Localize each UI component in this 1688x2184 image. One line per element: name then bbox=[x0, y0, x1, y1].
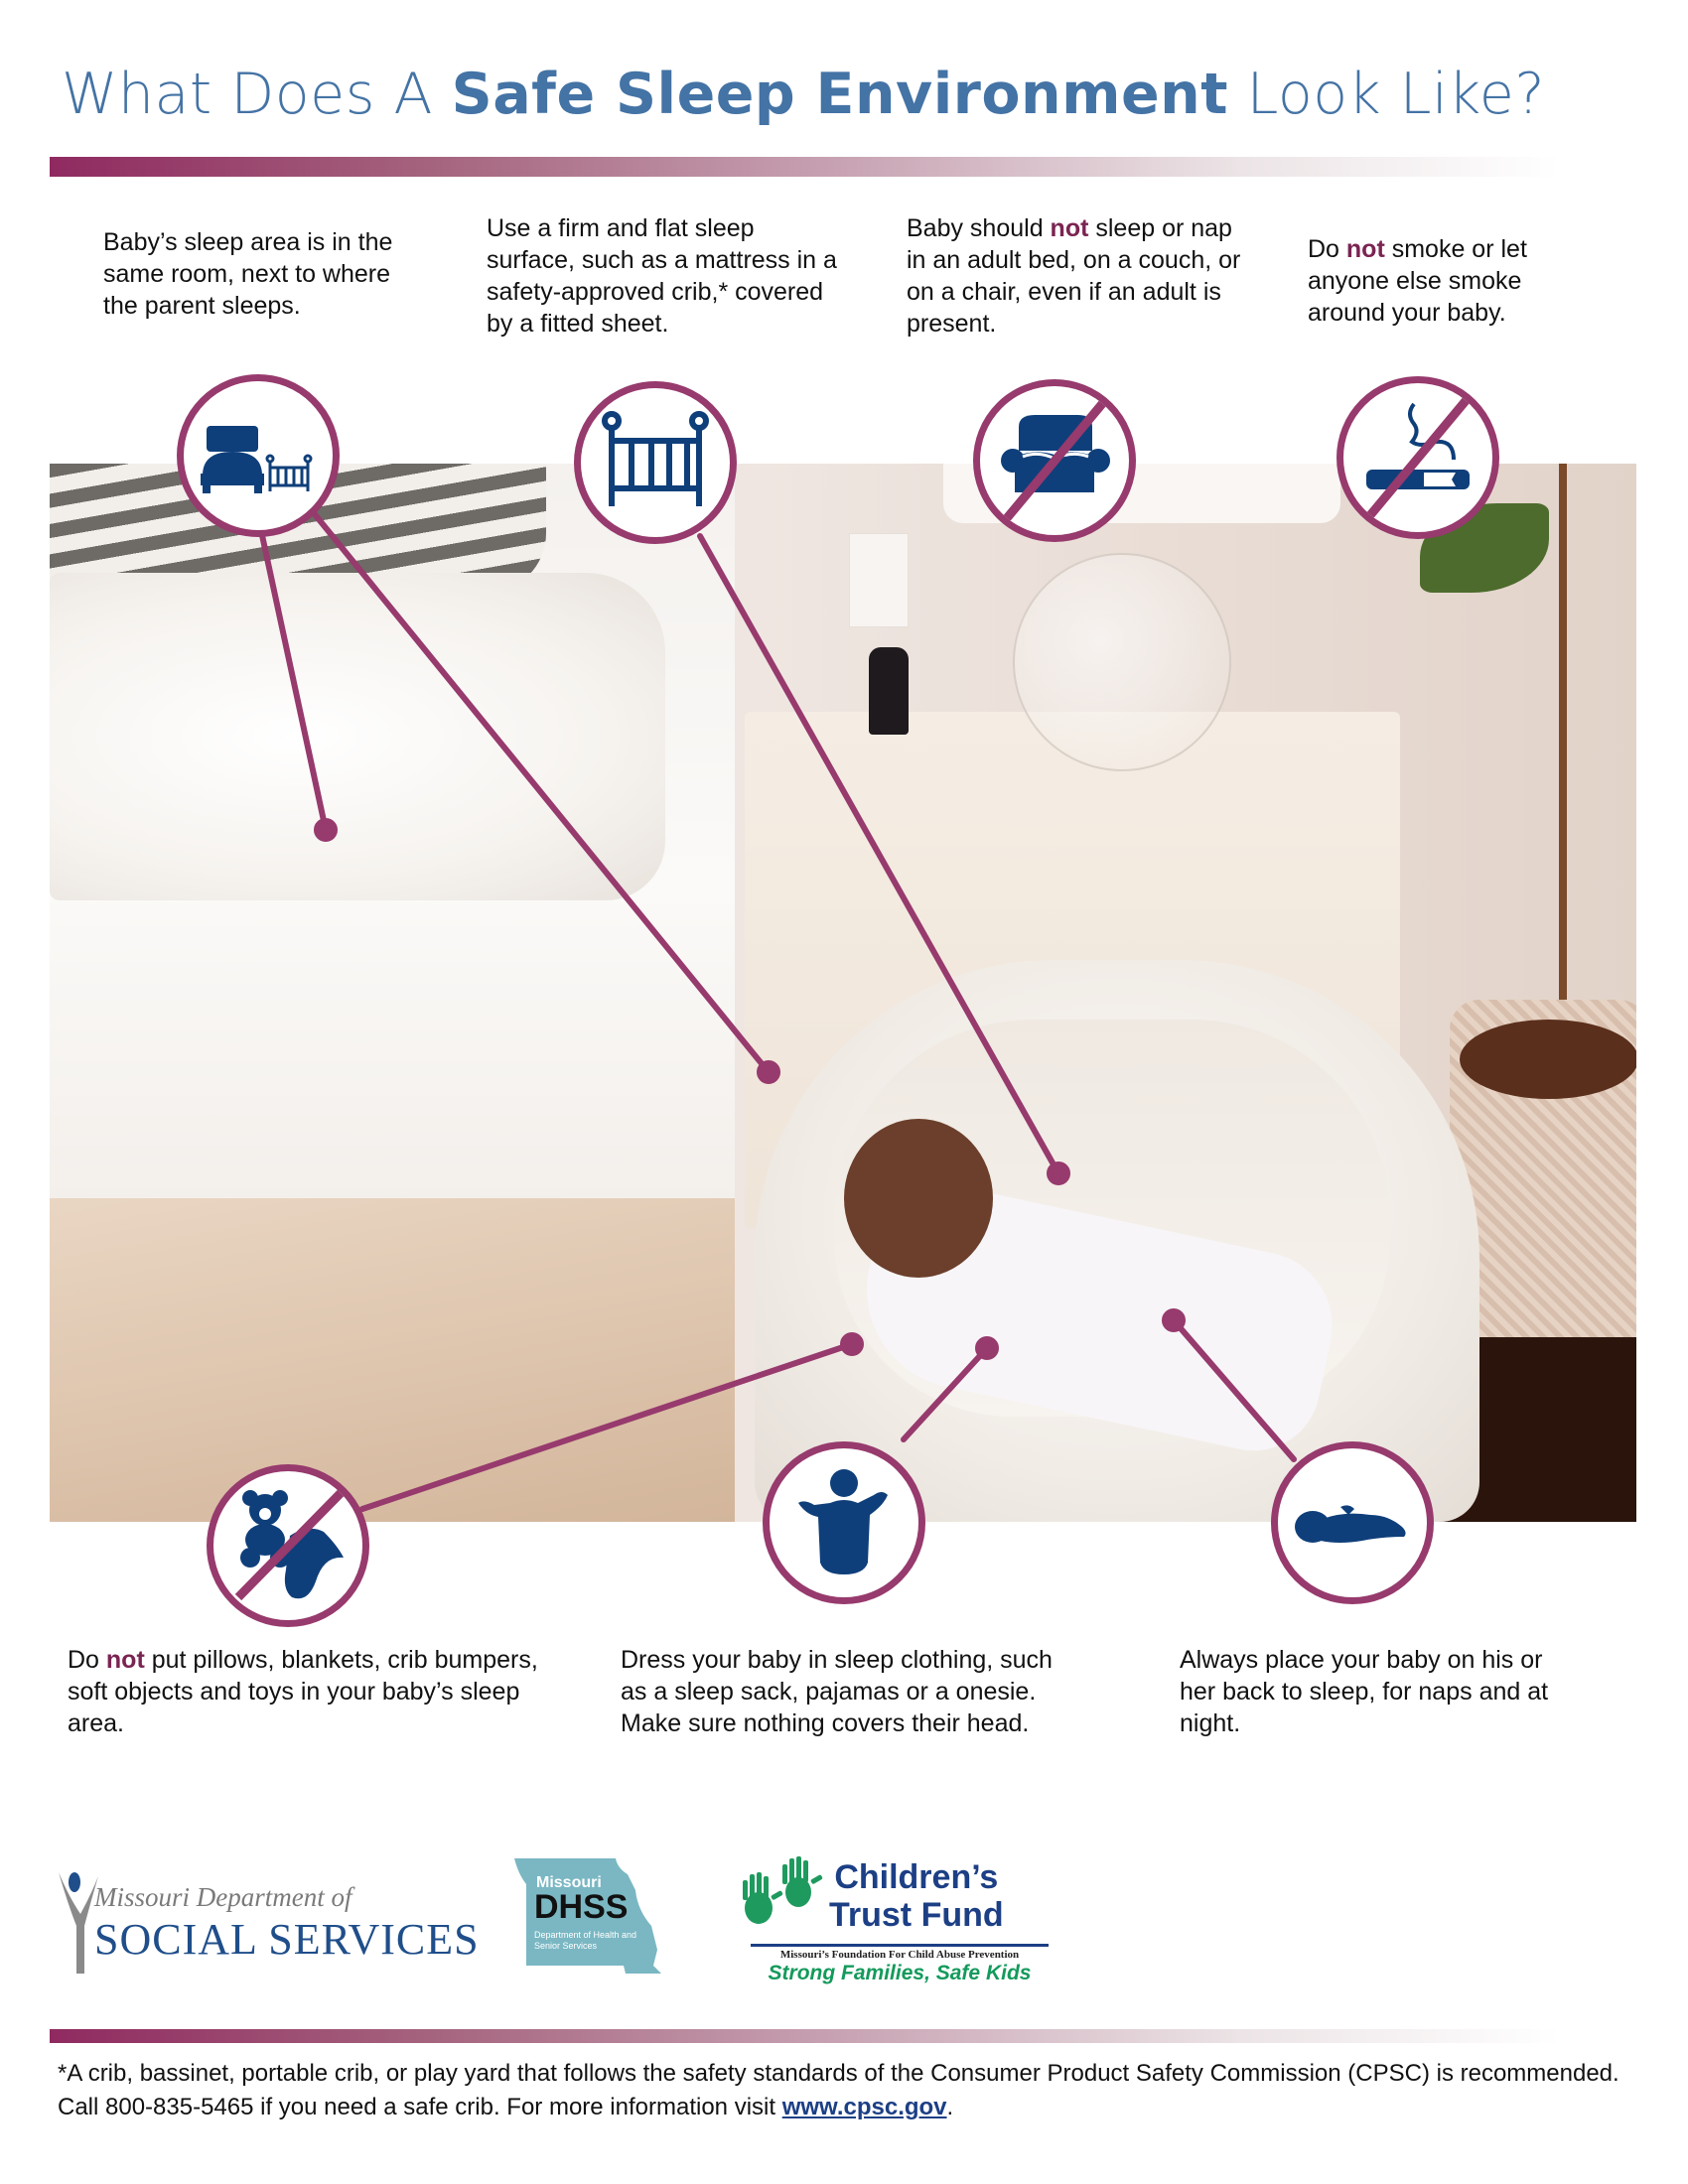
dhss-acronym: DHSS bbox=[534, 1888, 629, 1926]
badge-baby-on-back bbox=[1271, 1441, 1434, 1604]
dhss-missouri: Missouri bbox=[536, 1874, 602, 1891]
tip-no-soft-objects bbox=[68, 1644, 564, 1739]
title-part-1: What Does A bbox=[62, 62, 452, 127]
no-toys-blankets-icon bbox=[228, 1486, 348, 1605]
tip-text-post: put pillows, blankets, crib bumpers, soft objects and toys in your baby’s sleep area. bbox=[68, 1646, 538, 1737]
tip-emphasis-not: not bbox=[1345, 235, 1385, 263]
white-pillow bbox=[50, 573, 665, 900]
beige-blanket bbox=[50, 1198, 735, 1522]
badge-no-toys-blankets bbox=[207, 1464, 369, 1627]
footnote bbox=[58, 2057, 1666, 2124]
top-gradient-divider bbox=[50, 157, 1638, 177]
tip-firm-flat-surface: Use a firm and flat sleep surface, such as a mattress in a safety-approved crib,* covered by a fitted sheet. bbox=[487, 214, 837, 338]
partner-logos bbox=[0, 1846, 1688, 1995]
ctf-subtitle: Missouri’s Foundation For Child Abuse Prevention bbox=[779, 1949, 1020, 1961]
baby-on-back-icon bbox=[1293, 1463, 1412, 1582]
wall-outlet bbox=[849, 533, 909, 627]
tip-text-post: smoke or let anyone else smoke around your baby. bbox=[1308, 235, 1527, 327]
handprints-icon bbox=[735, 1856, 829, 1936]
tip-text-post: sleep or nap in an adult bed, on a couch, or on a chair, even if an adult is present. bbox=[907, 214, 1241, 338]
tip-text-pre: Baby should bbox=[907, 214, 1051, 242]
ctf-divider bbox=[751, 1944, 1049, 1947]
badge-no-smoking bbox=[1336, 376, 1499, 539]
cpsc-link[interactable]: www.cpsc.gov bbox=[781, 2094, 947, 2120]
dss-line-1: Missouri Department of bbox=[94, 1882, 352, 1912]
footnote-text: *A crib, bassinet, portable crib, or play yard that follows the safety standards of the Consumer Product Safety Commission (CPSC) is recommended. Call 800-835-5465 if you need a safe crib. For more information visit bbox=[58, 2060, 1619, 2120]
title-part-2: Look Like? bbox=[1227, 62, 1546, 127]
tip-emphasis-not: not bbox=[1050, 214, 1089, 242]
ctf-title-line-2: Trust Fund bbox=[829, 1896, 1004, 1934]
tip-same-room: Baby’s sleep area is in the same room, next to where the parent sleeps. bbox=[103, 228, 393, 320]
tip-no-smoking bbox=[1308, 233, 1586, 329]
title-emphasis: Safe Sleep Environment bbox=[451, 62, 1228, 127]
planter-soil bbox=[1460, 1020, 1636, 1099]
logo-childrens-trust-fund bbox=[735, 1856, 1072, 1985]
badge-crib bbox=[574, 381, 737, 544]
speaker bbox=[869, 647, 909, 735]
tip-back-to-sleep: Always place your baby on his or her back to sleep, for naps and at night. bbox=[1180, 1646, 1549, 1737]
logo-missouri-social-services bbox=[55, 1866, 482, 1976]
tip-emphasis-not: not bbox=[105, 1646, 145, 1674]
ctf-title-line-1: Children’s bbox=[834, 1858, 999, 1896]
person-figure-icon bbox=[55, 1866, 99, 1976]
no-smoking-icon bbox=[1358, 398, 1477, 517]
tip-no-adult-bed bbox=[907, 212, 1244, 340]
ctf-title bbox=[829, 1858, 1004, 1934]
logo-missouri-dhss bbox=[506, 1854, 665, 1979]
dss-line-2: SOCIAL SERVICES bbox=[94, 1915, 480, 1964]
badge-no-couch bbox=[973, 379, 1136, 542]
tip-sleep-clothing: Dress your baby in sleep clothing, such as a sleep sack, pajamas or a onesie. Make sure nothing covers their head. bbox=[621, 1646, 1053, 1737]
badge-sleep-sack bbox=[763, 1441, 925, 1604]
tip-text-pre: Do bbox=[1308, 235, 1346, 263]
ctf-tagline: Strong Families, Safe Kids bbox=[768, 1962, 1032, 1984]
sleep-sack-baby-icon bbox=[784, 1463, 904, 1582]
dhss-full-name: Department of Health and Senior Services bbox=[534, 1930, 637, 1951]
page-title bbox=[62, 62, 1650, 127]
bottom-gradient-divider bbox=[50, 2029, 1638, 2043]
sleeping-baby-head bbox=[844, 1119, 993, 1278]
bed-and-crib-icon bbox=[199, 396, 318, 515]
tip-text-pre: Do bbox=[68, 1646, 106, 1674]
crib-icon bbox=[596, 403, 715, 522]
nursery-photo bbox=[50, 464, 1636, 1522]
glass-lamp bbox=[1013, 553, 1231, 771]
badge-bed-and-crib bbox=[177, 374, 340, 537]
footnote-suffix: . bbox=[946, 2094, 954, 2120]
no-couch-icon bbox=[995, 401, 1114, 520]
